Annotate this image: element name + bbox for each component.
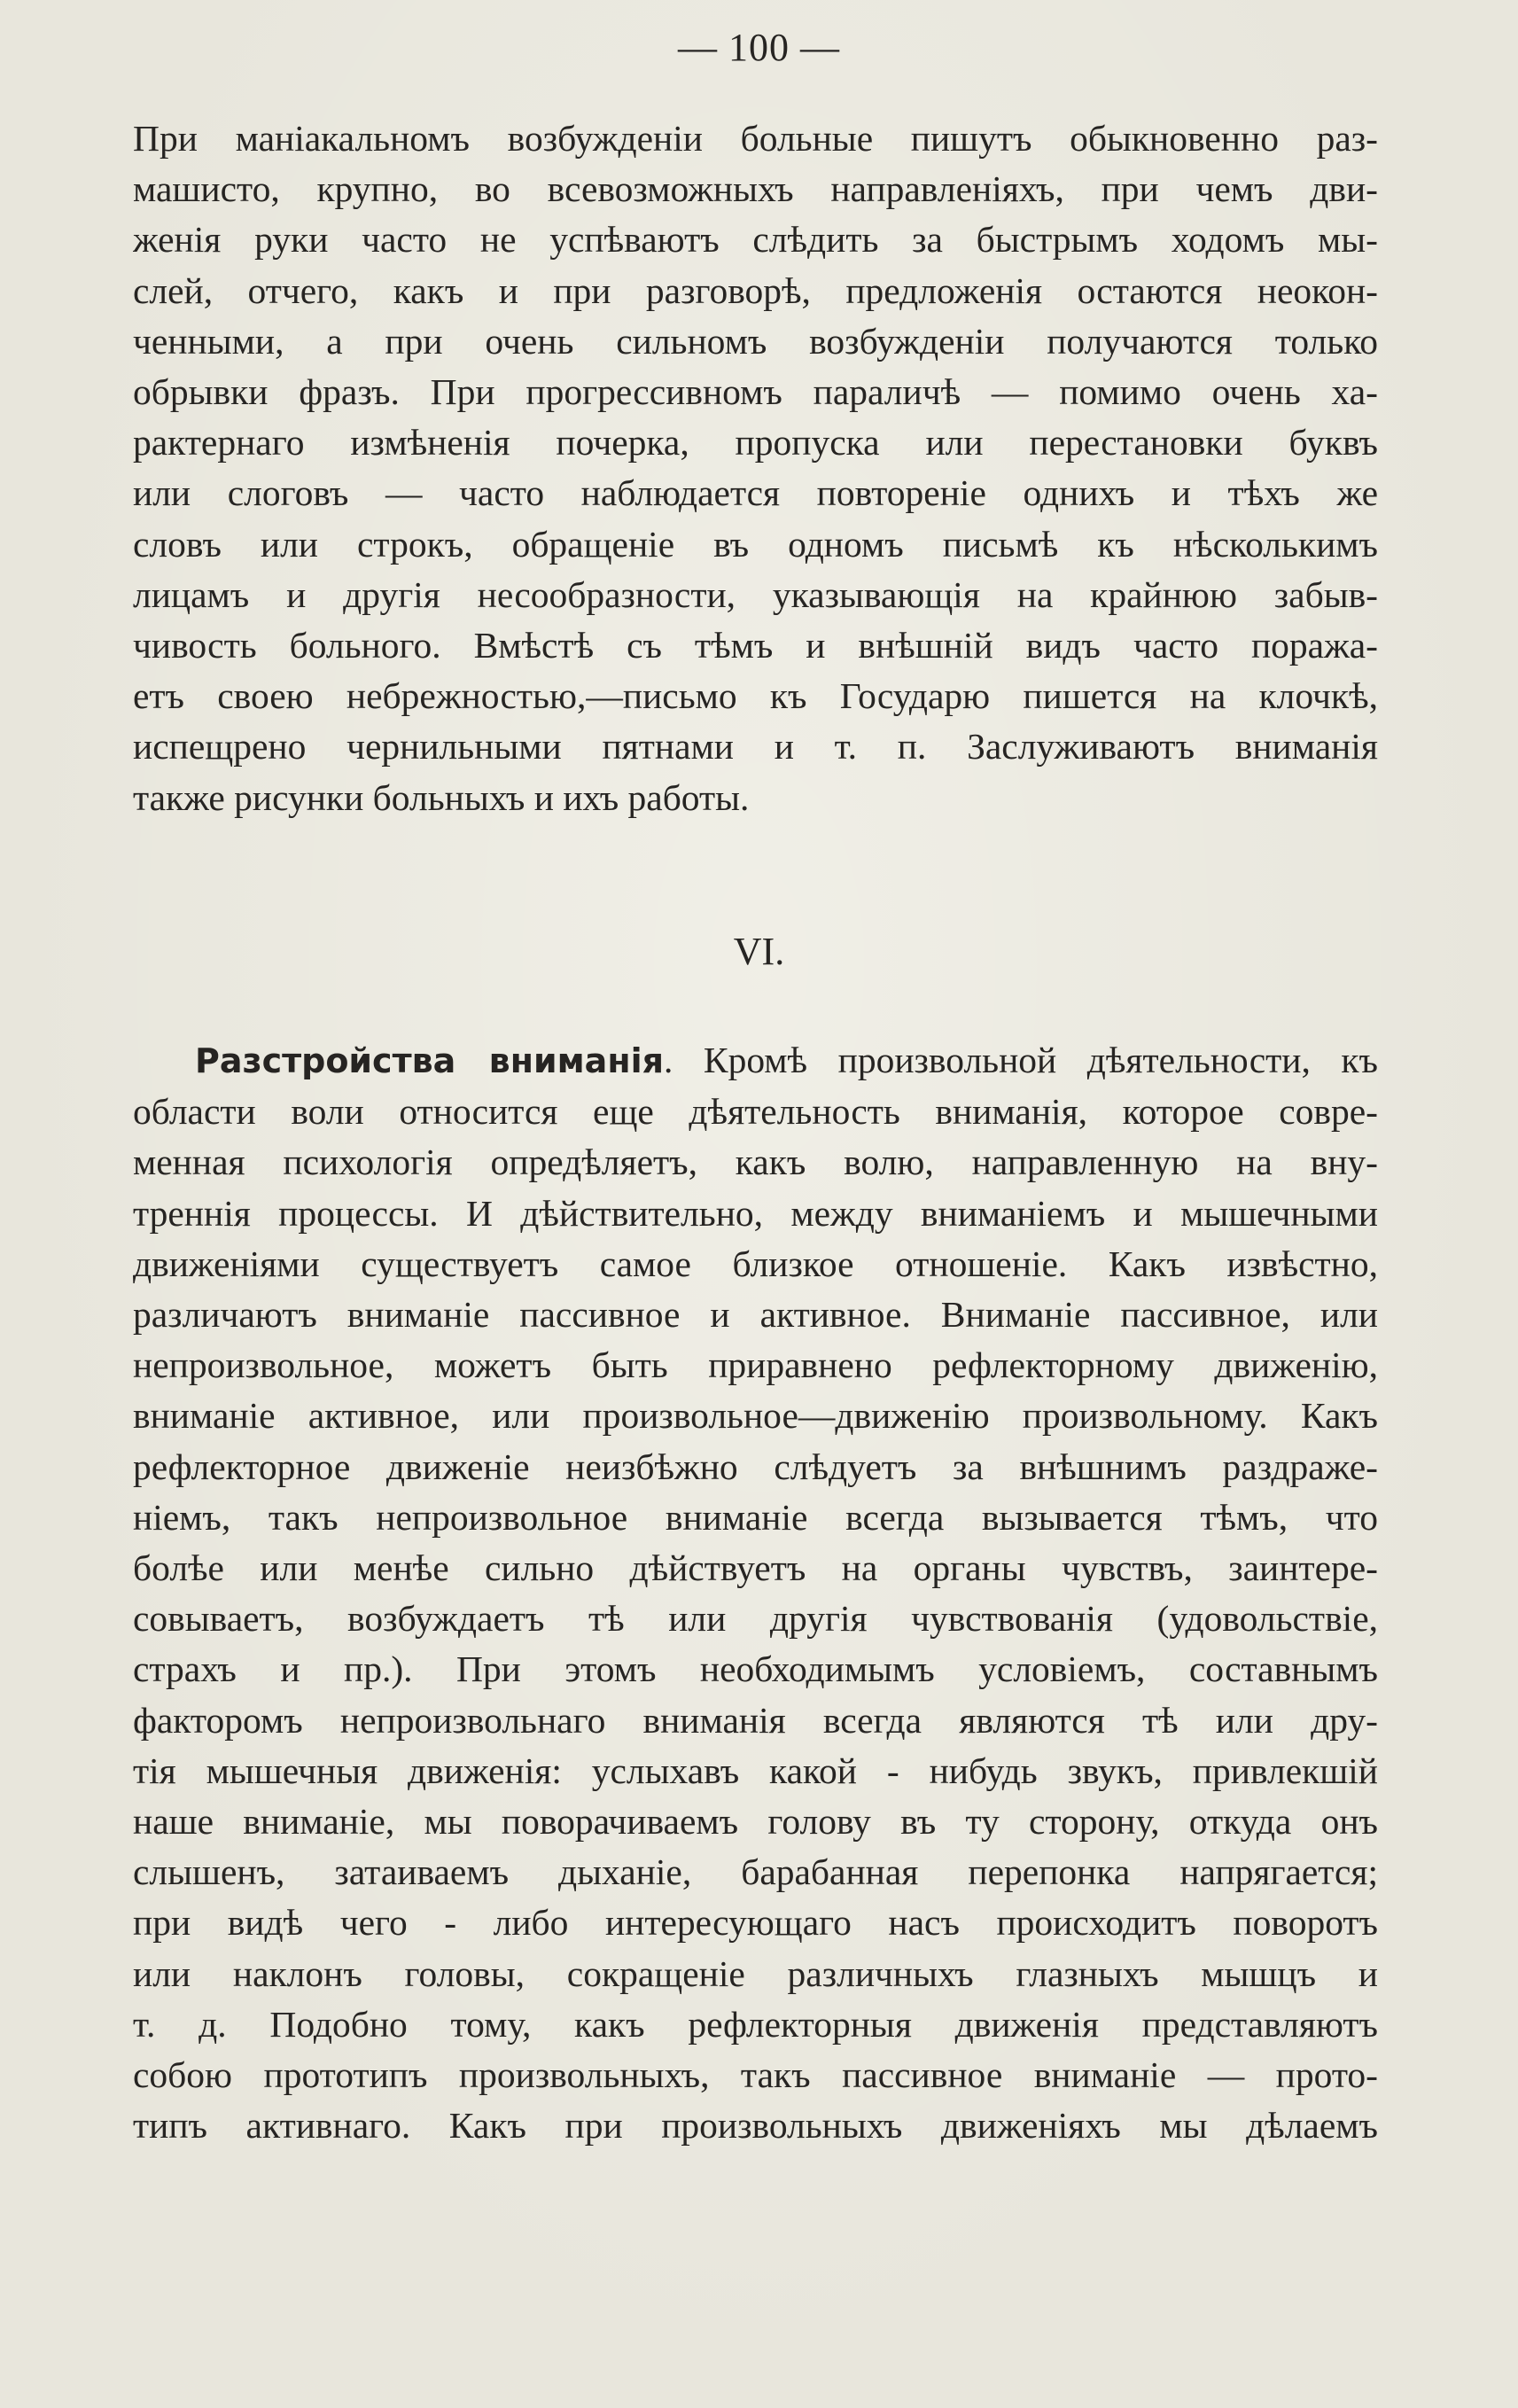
text-line: ченными, а при очень сильномъ возбужденіи получаются только	[133, 320, 1378, 362]
paragraph-attention	[133, 1035, 1378, 2151]
text-line: обрывки фразъ. При прогрессивномъ параличѣ — помимо очень ха-	[133, 371, 1378, 413]
section-numeral: VI.	[733, 930, 785, 973]
text-line: рактернаго измѣненія почерка, пропуска или перестановки буквъ	[133, 422, 1378, 464]
text-line: ніемъ, такъ непроизвольное вниманіе всегда вызывается тѣмъ, что	[133, 1496, 1378, 1538]
text-line: типъ активнаго. Какъ при произвольныхъ движеніяхъ мы дѣлаемъ	[133, 2105, 1378, 2147]
text-line: наше вниманіе, мы поворачиваемъ голову въ ту сторону, откуда онъ	[133, 1801, 1378, 1843]
text-line: При маніакальномъ возбужденіи больные пишутъ обыкновенно раз-	[133, 118, 1378, 159]
text-line: чивость больного. Вмѣстѣ съ тѣмъ и внѣшній видъ часто поража-	[133, 625, 1378, 666]
text-line: словъ или строкъ, обращеніе въ одномъ письмѣ къ нѣсколькимъ	[133, 523, 1378, 565]
text-line: тія мышечныя движенія: услыхавъ какой - нибудь звукъ, привлекшій	[133, 1750, 1378, 1791]
text-line: слей, отчего, какъ и при разговорѣ, предложенія остаются неокон-	[133, 269, 1378, 311]
text-line: треннія процессы. И дѣйствительно, между вниманіемъ и мышечными	[133, 1192, 1378, 1234]
text-line: собою прототипъ произвольныхъ, такъ пассивное вниманіе — прото-	[133, 2054, 1378, 2096]
text-line: менная психологія опредѣляетъ, какъ волю, направленную на вну-	[133, 1142, 1378, 1183]
text-line: непроизвольное, можетъ быть приравнено рефлекторному движенію,	[133, 1344, 1378, 1386]
text-line: т. д. Подобно тому, какъ рефлекторныя движенія представляютъ	[133, 2003, 1378, 2045]
text-line: машисто, крупно, во всевозможныхъ направленіяхъ, при чемъ дви-	[133, 168, 1378, 210]
text-line: болѣе или менѣе сильно дѣйствуетъ на органы чувствъ, заинтере-	[133, 1547, 1378, 1589]
text-line: лицамъ и другія несообразности, указывающія на крайнюю забыв-	[133, 573, 1378, 615]
text-line: движеніями существуетъ самое близкое отношеніе. Какъ извѣстно,	[133, 1243, 1378, 1284]
text-line: вниманіе активное, или произвольное—движенію произвольному. Какъ	[133, 1395, 1378, 1437]
text-line: женія руки часто не успѣваютъ слѣдить за быстрымъ ходомъ мы-	[133, 219, 1378, 261]
section-heading: Разстройства вниманія	[195, 1041, 664, 1080]
text-line: слышенъ, затаиваемъ дыханіе, барабанная перепонка напрягается;	[133, 1851, 1378, 1893]
text-line: области воли относится еще дѣятельность вниманія, которое совре-	[133, 1091, 1378, 1133]
text-line: или наклонъ головы, сокращеніе различныхъ глазныхъ мышцъ и	[133, 1952, 1378, 1994]
text-line: также рисунки больныхъ и ихъ работы.	[133, 776, 750, 818]
text-line: совываетъ, возбуждаетъ тѣ или другія чувствованія (удовольствіе,	[133, 1598, 1378, 1640]
text-line: страхъ и пр.). При этомъ необходимымъ условіемъ, составнымъ	[133, 1648, 1378, 1690]
text-line: факторомъ непроизвольнаго вниманія всегда являются тѣ или дру-	[133, 1699, 1378, 1741]
text-line-first	[133, 1035, 1378, 1087]
first-line-text: . Кромѣ произвольной дѣятельности, къ	[664, 1040, 1378, 1080]
text-line: етъ своею небрежностью,—письмо къ Государю пишется на клочкѣ,	[133, 675, 1378, 717]
text-line: рефлекторное движеніе неизбѣжно слѣдуетъ за внѣшнимъ раздраже-	[133, 1446, 1378, 1487]
text-line: испещрено чернильными пятнами и т. п. Заслуживаютъ вниманія	[133, 726, 1378, 768]
paragraph-handwriting	[133, 113, 1378, 823]
text-line: или слоговъ — часто наблюдается повтореніе однихъ и тѣхъ же	[133, 472, 1378, 514]
page-number: — 100 —	[678, 26, 840, 69]
text-line: различаютъ вниманіе пассивное и активное. Вниманіе пассивное, или	[133, 1294, 1378, 1336]
text-line: при видѣ чего - либо интересующаго насъ происходитъ поворотъ	[133, 1902, 1378, 1944]
